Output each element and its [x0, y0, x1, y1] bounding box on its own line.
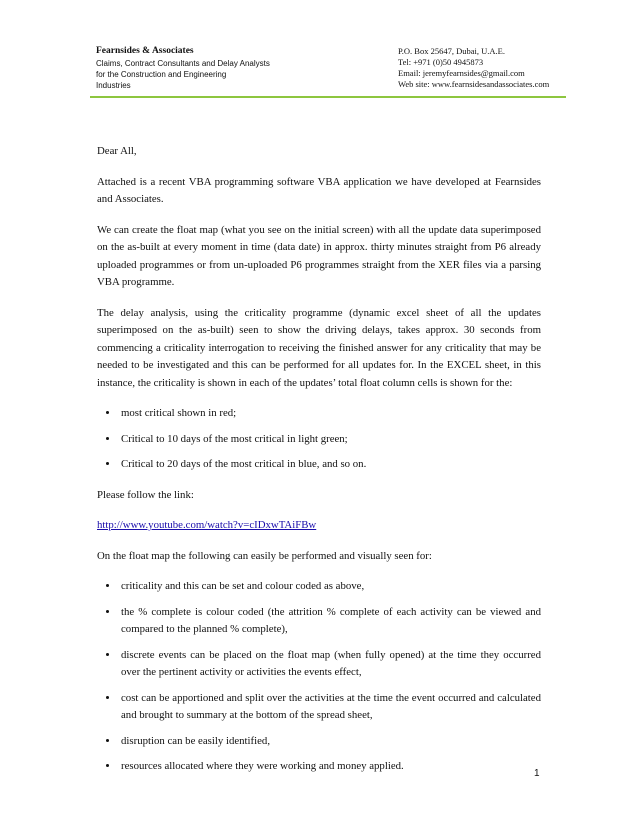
list-item: • disruption can be easily identified, [119, 733, 541, 751]
paragraph-2: We can create the float map (what you see on the initial screen) with all the update data superimposed on the as-built at every moment in time (data date) in approx. thirty minutes straight from P6 already uploaded programmes or from un-uploaded P6 programmes straight from the XER files via a parsing VBA programme. [97, 223, 541, 288]
criticality-list [97, 405, 541, 474]
list-item: • cost can be apportioned and split over the activities at the time the event occurred and calculated and brought to summary at the bottom of the spread sheet, [119, 690, 541, 725]
list-item: • discrete events can be placed on the float map (when fully opened) at the time they occurred over the pertinent activity or activities the events effect, [119, 647, 541, 682]
website: Web site: www.fearnsidesandassociates.com [398, 79, 550, 89]
header-divider [90, 96, 566, 98]
float-map-features-list [97, 578, 541, 776]
list-item: • most critical shown in red; [119, 405, 541, 423]
tagline-line-3: Industries [96, 81, 131, 90]
telephone: Tel: +971 (0)50 4945873 [398, 57, 484, 67]
page-number: 1 [534, 768, 540, 779]
tagline-line-1: Claims, Contract Consultants and Delay Analysts [96, 59, 270, 68]
link-paragraph [97, 517, 541, 535]
list-item: • criticality and this can be set and colour coded as above, [119, 578, 541, 596]
youtube-link[interactable]: http://www.youtube.com/watch?v=cIDxwTAiFBw [97, 519, 317, 531]
salutation: Dear All, [97, 145, 137, 157]
paragraph-4: Please follow the link: [97, 488, 194, 501]
letter-body [97, 143, 541, 789]
paragraph-3: The delay analysis, using the criticality programme (dynamic excel sheet of all the updates superimposed on the as-built) seen to show the driving delays, takes approx. 30 seconds from commencing a criticality interrogation to receiving the finished answer for any criticality that may be needed to be investigated and this can be performed for all updates for. In the EXCEL sheet, in this instance, the criticality is shown in each of the updates’ total float column cells is shown for the: [97, 306, 541, 389]
list-item: • Critical to 20 days of the most critical in blue, and so on. [119, 456, 541, 474]
list-item: • Critical to 10 days of the most critical in light green; [119, 431, 541, 449]
letterhead [96, 46, 566, 96]
paragraph-5: On the float map the following can easily be performed and visually seen for: [97, 549, 432, 562]
address: P.O. Box 25647, Dubai, U.A.E. [398, 46, 505, 56]
firm-name: Fearnsides & Associates [96, 46, 194, 56]
list-item: • resources allocated where they were working and money applied. [119, 758, 541, 776]
letterhead-contact [398, 46, 549, 90]
list-item: • the % complete is colour coded (the attrition % complete of each activity can be viewed and compared to the planned % complete), [119, 604, 541, 639]
email: Email: jeremyfearnsides@gmail.com [398, 68, 525, 78]
tagline-line-2: for the Construction and Engineering [96, 70, 227, 79]
letterhead-left [96, 46, 270, 91]
paragraph-1: Attached is a recent VBA programming software VBA application we have developed at Fearnsides and Associates. [97, 175, 541, 205]
